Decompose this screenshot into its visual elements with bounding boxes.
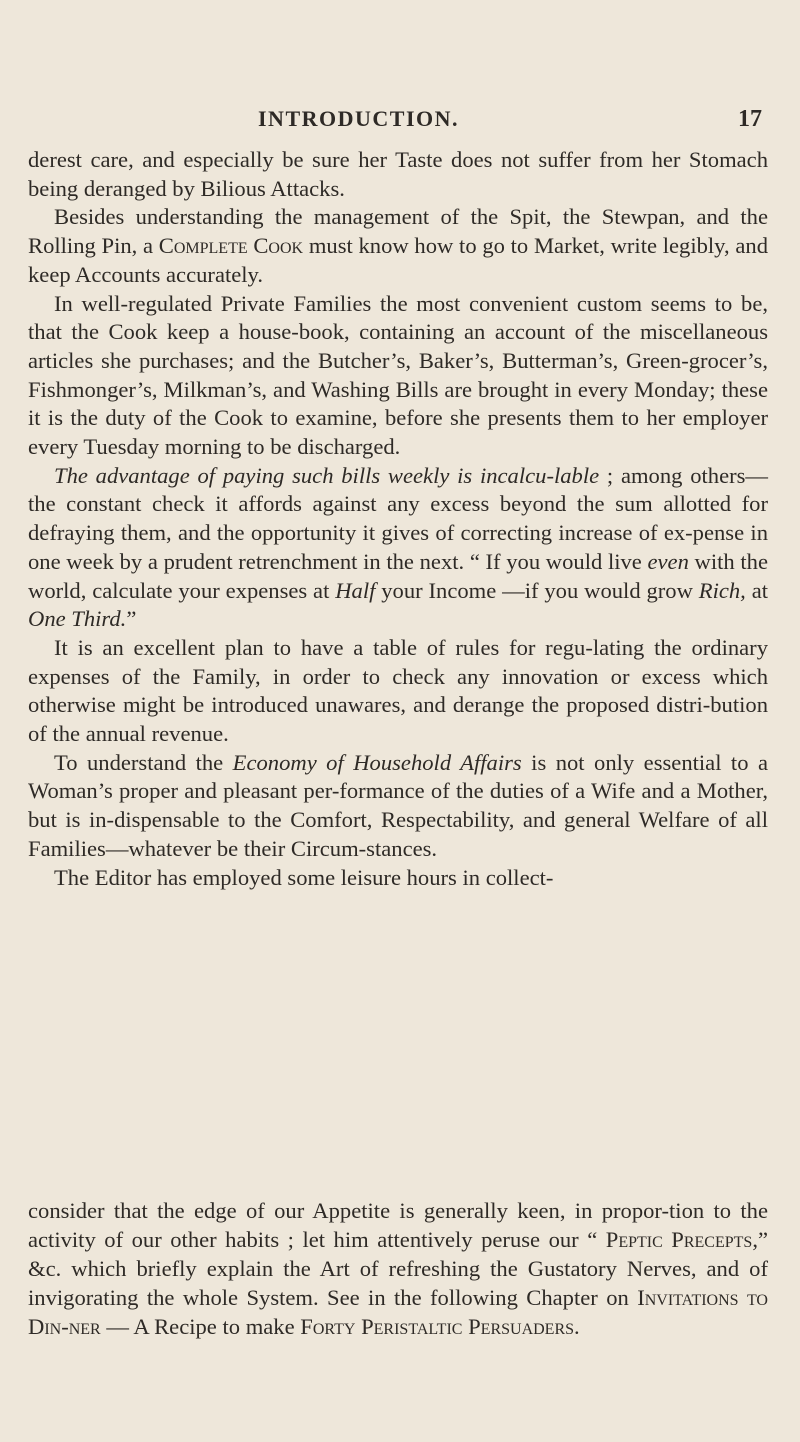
page-number: 17 [738, 106, 762, 132]
paragraph: The Editor has employed some leisure hours in collect- [54, 864, 554, 890]
main-text [28, 146, 768, 892]
paragraph: In well-regulated Private Families the most convenient custom seems to be, that the Cook keep a house-book, containing an account of the miscellaneous articles she purchases; and the Butcher’s, Baker’s, Butterman’s, Green-grocer’s, Fishmonger’s, Milkman’s, and Washing Bills are brought in every Monday; these it is the duty of the Cook to examine, before she presents them to her employer every Tuesday morning to be discharged. [28, 290, 768, 460]
running-head: INTRODUCTION. [258, 106, 460, 131]
paragraph: Besides understanding the management of the Spit, the Stewpan, and the Rolling Pin, a Complete Cook must know how to go to Market, write legibly, and keep Accounts accurately. [28, 204, 768, 287]
paragraph: It is an excellent plan to have a table of rules for regu-lating the ordinary expenses of the Family, in order to check any innovation or excess which otherwise might be introduced unawares, and derange the proposed distri-bution of the annual revenue. [28, 634, 768, 747]
paragraph: derest care, and especially be sure her Taste does not suffer from her Stomach being deranged by Bilious Attacks. [28, 147, 768, 201]
paragraph: To understand the Economy of Household Affairs is not only essential to a Woman’s proper and pleasant per-formance of the duties of a Wife and a Mother, but is in-dispensable to the Comfort, Respectability, and general Welfare of all Families—whatever be their Circum-stances. [28, 749, 769, 861]
paragraph: The advantage of paying such bills weekly is incalcu-lable ; among others—the constant check it affords against any excess beyond the sum allotted for defraying them, and the opportunity it gives of correcting increase of ex-pense in one week by a prudent retrenchment in the next. “ If you would live even with the world, calculate your expenses at Half your Income —if you would grow Rich, at One Third.” [28, 462, 769, 632]
paragraph: consider that the edge of our Appetite is generally keen, in propor-tion to the activity of our other habits ; let him attentively peruse our “ Peptic Precepts,” &c. which briefly explain the Art of refreshing the Gustatory Nerves, and of invigorating the whole System. See in the following Chapter on Invitations to Din-ner — A Recipe to make Forty Peristaltic Persuaders. [28, 1198, 768, 1339]
footnote-text [28, 1196, 768, 1341]
page-header [0, 106, 800, 140]
